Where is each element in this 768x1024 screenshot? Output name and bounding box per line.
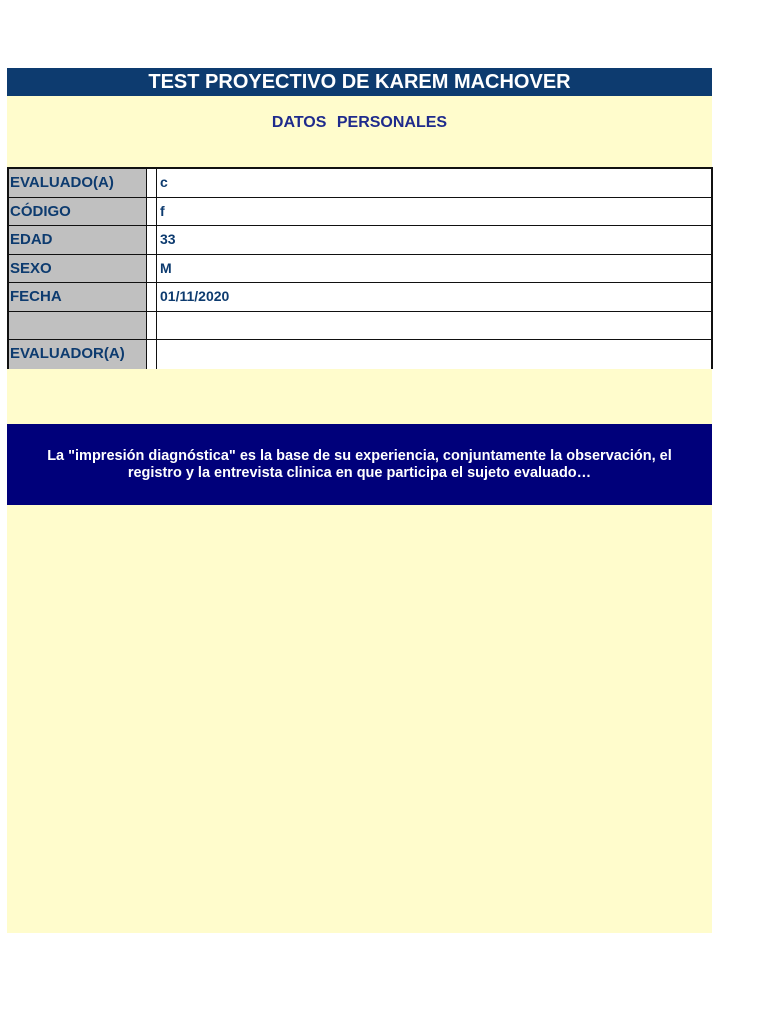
field-label: EVALUADO(A) — [9, 169, 147, 197]
evaluador-value[interactable] — [157, 340, 711, 369]
row-evaluado — [9, 169, 711, 198]
diagnostic-note — [7, 424, 712, 505]
row-evaluador — [9, 340, 711, 369]
row-blank — [9, 312, 711, 341]
page-title: TEST PROYECTIVO DE KAREM MACHOVER — [7, 68, 712, 96]
field-label: CÓDIGO — [9, 198, 147, 226]
spacer-cell — [147, 312, 157, 340]
spacer-cell — [147, 226, 157, 254]
spacer-cell — [147, 340, 157, 369]
field-label: EVALUADOR(A) — [9, 340, 147, 369]
fecha-value[interactable]: 01/11/2020 — [157, 283, 711, 311]
note-text: La "impresión diagnóstica" es la base de su experiencia, conjuntamente la observación, el registro y la entrevista clinica en que participa el sujeto evaluado… — [47, 448, 672, 481]
sexo-value[interactable]: M — [157, 255, 711, 283]
spacer-cell — [147, 255, 157, 283]
field-label: SEXO — [9, 255, 147, 283]
edad-value[interactable]: 33 — [157, 226, 711, 254]
blank-value[interactable] — [157, 312, 711, 340]
row-fecha — [9, 283, 711, 312]
field-label — [9, 312, 147, 340]
field-label: EDAD — [9, 226, 147, 254]
evaluado-value[interactable]: c — [157, 169, 711, 197]
spacer-cell — [147, 198, 157, 226]
row-codigo — [9, 198, 711, 227]
section-subtitle: DATOS PERSONALES — [271, 114, 448, 131]
spacer-cell — [147, 283, 157, 311]
spacer-cell — [147, 169, 157, 197]
row-edad — [9, 226, 711, 255]
row-sexo — [9, 255, 711, 284]
field-label: FECHA — [9, 283, 147, 311]
personal-data-table — [7, 167, 713, 369]
worksheet — [7, 68, 712, 933]
codigo-value[interactable]: f — [157, 198, 711, 226]
